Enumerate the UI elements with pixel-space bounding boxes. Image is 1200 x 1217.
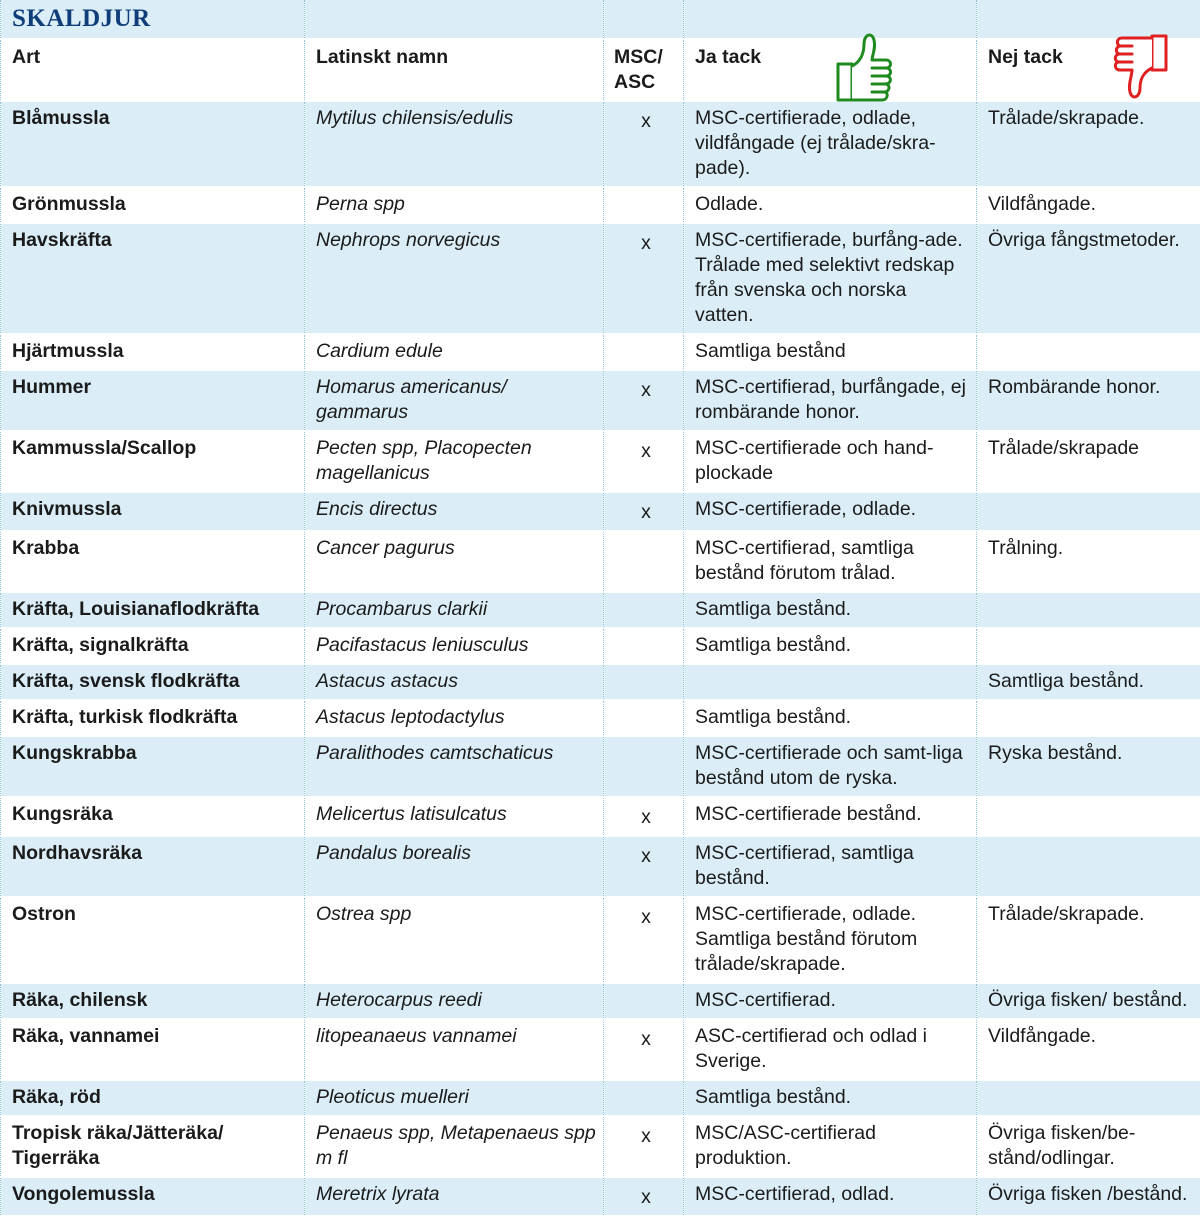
cell-art: Krabba bbox=[1, 531, 305, 592]
cell-art: Kräfta, turkisk flodkräfta bbox=[1, 700, 305, 736]
cell-msc bbox=[604, 797, 684, 836]
cell-yes: ASC-certifierad och odlad i Sverige. bbox=[684, 1019, 977, 1080]
cell-art: Vongolemussla bbox=[1, 1177, 305, 1216]
cell-art: Kräfta, svensk flodkräfta bbox=[1, 664, 305, 700]
cell-no: Trålade/skrapade. bbox=[977, 101, 1200, 187]
cell-latin: Pleoticus muelleri bbox=[305, 1080, 604, 1116]
cell-latin: Encis directus bbox=[305, 492, 604, 531]
cell-art: Blåmussla bbox=[1, 101, 305, 187]
cell-no bbox=[977, 592, 1200, 628]
cell-latin: Paralithodes camtschaticus bbox=[305, 736, 604, 797]
cell-no bbox=[977, 700, 1200, 736]
cell-msc bbox=[604, 736, 684, 797]
table-title: SKALDJUR bbox=[12, 5, 151, 32]
cell-latin: Mytilus chilensis/edulis bbox=[305, 101, 604, 187]
cell-latin: Ostrea spp bbox=[305, 897, 604, 983]
cell-yes: MSC-certifierade och hand-plockade bbox=[684, 431, 977, 492]
cell-latin: Pandalus borealis bbox=[305, 836, 604, 897]
title-row bbox=[1, 0, 1200, 39]
cell-art: Räka, röd bbox=[1, 1080, 305, 1116]
cell-no bbox=[977, 836, 1200, 897]
cell-yes: MSC-certifierade, odlade, vildfångade (ej trålade/skra-pade). bbox=[684, 101, 977, 187]
msc-mark: x bbox=[641, 439, 651, 464]
cell-yes: Odlade. bbox=[684, 187, 977, 223]
cell-no: Vildfångade. bbox=[977, 1019, 1200, 1080]
cell-latin: Penaeus spp, Metapenaeus spp m fl bbox=[305, 1116, 604, 1177]
cell-art: Kräfta, signalkräfta bbox=[1, 628, 305, 664]
msc-mark: x bbox=[641, 378, 651, 403]
cell-yes: MSC-certifierad, samtliga bestånd förutom trålad. bbox=[684, 531, 977, 592]
msc-mark: x bbox=[641, 109, 651, 134]
thumbs-up-icon bbox=[830, 28, 894, 104]
cell-art: Nordhavsräka bbox=[1, 836, 305, 897]
cell-art: Kräfta, Louisianaflodkräfta bbox=[1, 592, 305, 628]
msc-mark: x bbox=[641, 805, 651, 830]
cell-no bbox=[977, 1080, 1200, 1116]
cell-msc bbox=[604, 370, 684, 431]
table-row bbox=[1, 797, 1200, 836]
cell-yes: Samtliga bestånd. bbox=[684, 1080, 977, 1116]
table-row bbox=[1, 983, 1200, 1019]
table-row bbox=[1, 492, 1200, 531]
cell-yes: MSC-certifierade bestånd. bbox=[684, 797, 977, 836]
cell-art: Havskräfta bbox=[1, 223, 305, 334]
header-yes: Ja tack bbox=[684, 39, 977, 101]
cell-yes: MSC-certifierad, burfångade, ej rombärande honor. bbox=[684, 370, 977, 431]
cell-yes: MSC-certifierade, burfång-ade. Trålade med selektivt redskap från svenska och norska vatten. bbox=[684, 223, 977, 334]
table-row bbox=[1, 223, 1200, 334]
table-row bbox=[1, 334, 1200, 370]
msc-mark: x bbox=[641, 231, 651, 256]
cell-yes: MSC-certifierad, samtliga bestånd. bbox=[684, 836, 977, 897]
cell-latin: litopeanaeus vannamei bbox=[305, 1019, 604, 1080]
table-row bbox=[1, 101, 1200, 187]
cell-yes bbox=[684, 664, 977, 700]
msc-mark: x bbox=[641, 905, 651, 930]
cell-msc bbox=[604, 664, 684, 700]
cell-latin: Perna spp bbox=[305, 187, 604, 223]
cell-msc bbox=[604, 1116, 684, 1177]
cell-no bbox=[977, 628, 1200, 664]
cell-latin: Melicertus latisulcatus bbox=[305, 797, 604, 836]
cell-latin: Homarus americanus/ gammarus bbox=[305, 370, 604, 431]
cell-yes: MSC-certifierade, odlade. bbox=[684, 492, 977, 531]
cell-no bbox=[977, 492, 1200, 531]
cell-msc bbox=[604, 983, 684, 1019]
table-row bbox=[1, 187, 1200, 223]
cell-no: Rombärande honor. bbox=[977, 370, 1200, 431]
cell-no: Övriga fisken/be-stånd/odlingar. bbox=[977, 1116, 1200, 1177]
cell-msc bbox=[604, 897, 684, 983]
cell-msc bbox=[604, 334, 684, 370]
cell-art: Kungsräka bbox=[1, 797, 305, 836]
cell-msc bbox=[604, 836, 684, 897]
cell-no: Ryska bestånd. bbox=[977, 736, 1200, 797]
cell-art: Räka, vannamei bbox=[1, 1019, 305, 1080]
cell-no: Samtliga bestånd. bbox=[977, 664, 1200, 700]
cell-no: Trålning. bbox=[977, 531, 1200, 592]
header-latin: Latinskt namn bbox=[305, 39, 604, 101]
cell-yes: MSC/ASC-certifierad produktion. bbox=[684, 1116, 977, 1177]
header-msc: MSC/ ASC bbox=[604, 39, 684, 101]
cell-no: Trålade/skrapade bbox=[977, 431, 1200, 492]
table-row bbox=[1, 531, 1200, 592]
cell-latin: Nephrops norvegicus bbox=[305, 223, 604, 334]
cell-latin: Astacus leptodactylus bbox=[305, 700, 604, 736]
cell-yes: Samtliga bestånd. bbox=[684, 628, 977, 664]
cell-latin: Meretrix lyrata bbox=[305, 1177, 604, 1216]
table-row bbox=[1, 592, 1200, 628]
table-row bbox=[1, 897, 1200, 983]
msc-mark: x bbox=[641, 1027, 651, 1052]
cell-art: Kammussla/Scallop bbox=[1, 431, 305, 492]
header-row bbox=[1, 39, 1200, 101]
table-row bbox=[1, 736, 1200, 797]
table-row bbox=[1, 664, 1200, 700]
cell-yes: Samtliga bestånd. bbox=[684, 592, 977, 628]
cell-no bbox=[977, 797, 1200, 836]
cell-msc bbox=[604, 187, 684, 223]
cell-yes: MSC-certifierade, odlade. Samtliga bestånd förutom trålade/skrapade. bbox=[684, 897, 977, 983]
cell-art: Ostron bbox=[1, 897, 305, 983]
cell-latin: Cardium edule bbox=[305, 334, 604, 370]
table-row bbox=[1, 1116, 1200, 1177]
cell-latin: Procambarus clarkii bbox=[305, 592, 604, 628]
msc-mark: x bbox=[641, 844, 651, 869]
cell-msc bbox=[604, 223, 684, 334]
msc-mark: x bbox=[641, 1124, 651, 1149]
table-row bbox=[1, 628, 1200, 664]
header-no: Nej tack bbox=[977, 39, 1200, 101]
header-art: Art bbox=[1, 39, 305, 101]
cell-msc bbox=[604, 1019, 684, 1080]
cell-art: Knivmussla bbox=[1, 492, 305, 531]
cell-no: Övriga fisken/ bestånd. bbox=[977, 983, 1200, 1019]
cell-yes: Samtliga bestånd. bbox=[684, 700, 977, 736]
table-row bbox=[1, 431, 1200, 492]
cell-art: Grönmussla bbox=[1, 187, 305, 223]
title-cell bbox=[1, 0, 305, 39]
cell-yes: Samtliga bestånd bbox=[684, 334, 977, 370]
cell-msc bbox=[604, 628, 684, 664]
cell-latin: Pacifastacus leniusculus bbox=[305, 628, 604, 664]
cell-latin: Pecten spp, Placopecten magellanicus bbox=[305, 431, 604, 492]
cell-latin: Heterocarpus reedi bbox=[305, 983, 604, 1019]
cell-msc bbox=[604, 700, 684, 736]
cell-msc bbox=[604, 531, 684, 592]
table-row bbox=[1, 1080, 1200, 1116]
cell-no: Vildfångade. bbox=[977, 187, 1200, 223]
msc-mark: x bbox=[641, 1185, 651, 1210]
cell-art: Kungskrabba bbox=[1, 736, 305, 797]
cell-yes: MSC-certifierade och samt-liga bestånd utom de ryska. bbox=[684, 736, 977, 797]
cell-msc bbox=[604, 431, 684, 492]
table-row bbox=[1, 1019, 1200, 1080]
cell-no bbox=[977, 334, 1200, 370]
cell-msc bbox=[604, 1177, 684, 1216]
cell-msc bbox=[604, 101, 684, 187]
cell-msc bbox=[604, 1080, 684, 1116]
cell-msc bbox=[604, 492, 684, 531]
cell-latin: Cancer pagurus bbox=[305, 531, 604, 592]
cell-art: Hjärtmussla bbox=[1, 334, 305, 370]
table-row bbox=[1, 370, 1200, 431]
table-row bbox=[1, 700, 1200, 736]
thumbs-down-icon bbox=[1110, 30, 1174, 102]
table-row bbox=[1, 836, 1200, 897]
cell-no: Övriga fångstmetoder. bbox=[977, 223, 1200, 334]
cell-no: Övriga fisken /bestånd. bbox=[977, 1177, 1200, 1216]
cell-yes: MSC-certifierad, odlad. bbox=[684, 1177, 977, 1216]
cell-no: Trålade/skrapade. bbox=[977, 897, 1200, 983]
table-row bbox=[1, 1177, 1200, 1216]
cell-art: Räka, chilensk bbox=[1, 983, 305, 1019]
cell-art: Tropisk räka/Jätteräka/ Tigerräka bbox=[1, 1116, 305, 1177]
cell-latin: Astacus astacus bbox=[305, 664, 604, 700]
cell-art: Hummer bbox=[1, 370, 305, 431]
cell-msc bbox=[604, 592, 684, 628]
msc-mark: x bbox=[641, 500, 651, 525]
cell-yes: MSC-certifierad. bbox=[684, 983, 977, 1019]
